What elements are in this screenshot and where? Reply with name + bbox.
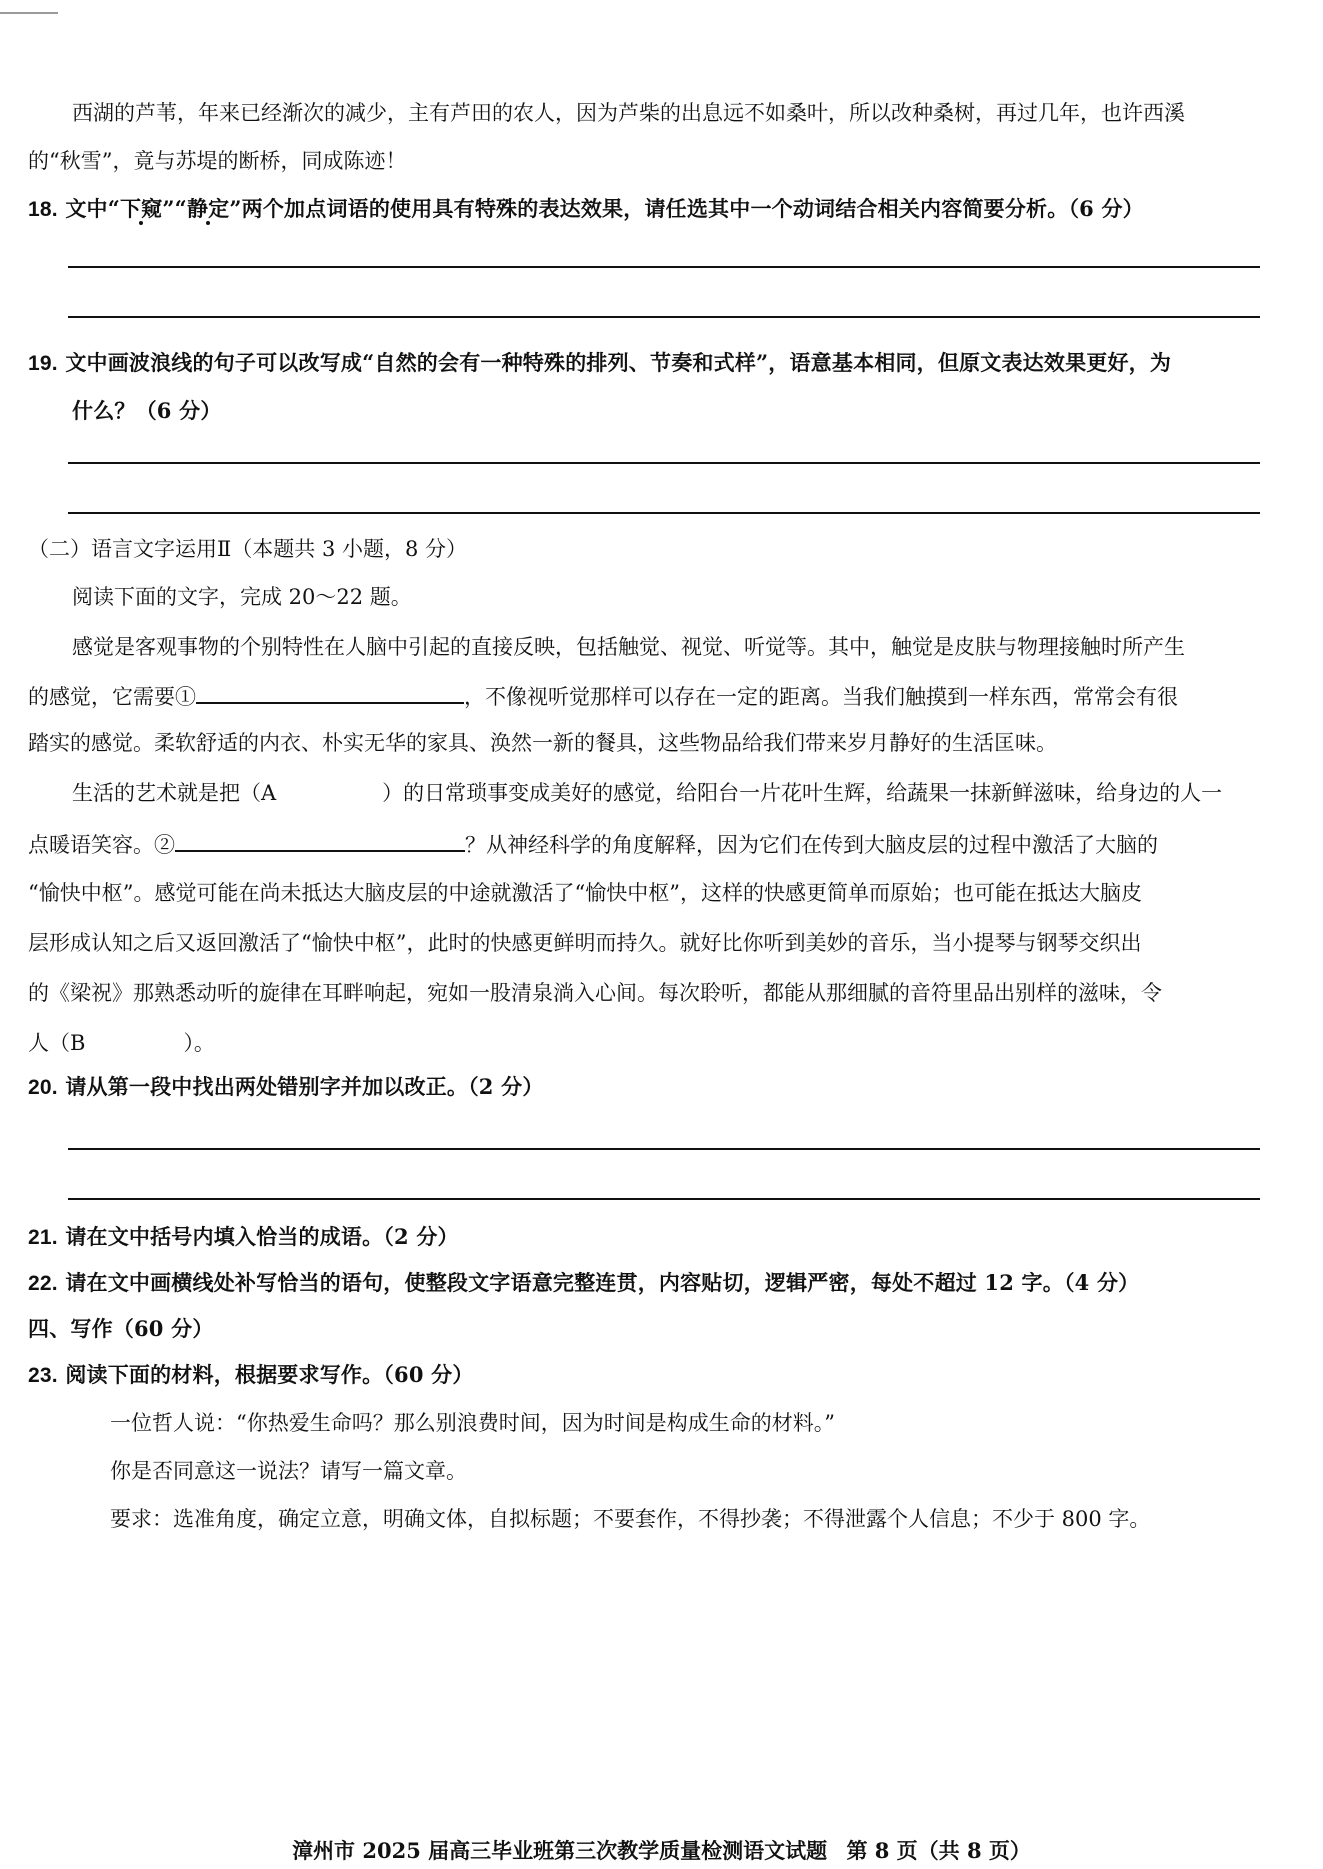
answer-line[interactable] — [68, 462, 1260, 464]
question-text: 文中画波浪线的句子可以改写成“自然的会有一种特殊的排列、节奏和式样”，语意基本相同，但原文表达效果更好，为 — [65, 350, 1172, 375]
question-text: ”两个加点词语的使用具有特殊的表达效果，请任选其中一个动词结合相关内容简要分析。（6 分） — [229, 196, 1144, 221]
passage-tail-line1: 西湖的芦苇，年来已经渐次的减少，主有芦田的农人，因为芦柴的出息远不如桑叶，所以改种桑树，再过几年，也许西溪 — [72, 101, 1185, 125]
passage-text: ，不像视听觉那样可以存在一定的距离。当我们触摸到一样东西，常常会有很 — [464, 685, 1178, 709]
passage2-line7: 层形成认知之后又返回激活了“愉快中枢”，此时的快感更鲜明而持久。就好比你听到美妙的音乐，当小提琴与钢琴交织出 — [28, 931, 1142, 955]
passage2-line8: 的《梁祝》那熟悉动听的旋律在耳畔响起，宛如一股清泉淌入心间。每次聆听，都能从那细腻的音符里品出别样的滋味，令 — [28, 981, 1162, 1005]
passage-tail-line2: 的“秋雪”，竟与苏堤的断桥，同成陈迹！ — [28, 149, 407, 173]
passage2-line1: 感觉是客观事物的个别特性在人脑中引起的直接反映，包括触觉、视觉、听觉等。其中，触觉是皮肤与物理接触时所产生 — [72, 635, 1185, 659]
question-22 — [28, 1268, 1139, 1299]
passage-text: 生活的艺术就是把（A — [72, 781, 277, 805]
page-footer — [0, 1836, 1323, 1866]
question-21 — [28, 1222, 459, 1253]
dotted-word-1: 下窥 — [120, 196, 163, 221]
question-23 — [28, 1360, 474, 1391]
fill-blank-1[interactable] — [196, 680, 464, 704]
section-2-instruction: 阅读下面的文字，完成 20～22 题。 — [72, 585, 412, 609]
dotted-word-2: 静定 — [186, 196, 230, 221]
answer-line[interactable] — [68, 1148, 1260, 1150]
passage2-line2 — [28, 680, 1178, 712]
question-18 — [28, 194, 1144, 225]
passage-text: ）的日常琐事变成美好的感觉，给阳台一片花叶生辉，给蔬果一抹新鲜滋味，给身边的人一 — [382, 781, 1223, 805]
question-number: 23. — [28, 1364, 58, 1387]
passage-text: ？从神经科学的角度解释，因为它们在传到大脑皮层的过程中激活了大脑的 — [465, 833, 1158, 857]
passage-text: 点暖语笑容。② — [28, 833, 175, 857]
question-number: 19. — [28, 352, 58, 375]
question-text: 阅读下面的材料，根据要求写作。（60 分） — [65, 1362, 474, 1387]
question-text: 请在文中括号内填入恰当的成语。（2 分） — [65, 1224, 459, 1249]
question-number: 22. — [28, 1272, 58, 1295]
passage2-line3: 踏实的感觉。柔软舒适的内衣、朴实无华的家具、涣然一新的餐具，这些物品给我们带来岁月静好的生活匡味。 — [28, 731, 1057, 755]
answer-line[interactable] — [68, 316, 1260, 318]
question-text: 请在文中画横线处补写恰当的语句，使整段文字语意完整连贯，内容贴切，逻辑严密，每处不超过 12 字。（4 分） — [65, 1270, 1140, 1295]
question-number: 21. — [28, 1226, 58, 1249]
fill-blank-2[interactable] — [175, 828, 465, 852]
question-text: ”“ — [162, 196, 187, 221]
passage2-line6: “愉快中枢”。感觉可能在尚未抵达大脑皮层的中途就激活了“愉快中枢”，这样的快感更简单而原始；也可能在抵达大脑皮 — [28, 881, 1142, 905]
question-19-cont: 什么？（6 分） — [72, 398, 222, 423]
material-line1: 一位哲人说：“你热爱生命吗？那么别浪费时间，因为时间是构成生命的材料。” — [110, 1411, 835, 1435]
question-19 — [28, 348, 1171, 379]
material-line3: 要求：选准角度，确定立意，明确文体，自拟标题；不要套作，不得抄袭；不得泄露个人信息；不少于 800 字。 — [110, 1507, 1151, 1531]
passage-text: 的感觉，它需要① — [28, 685, 196, 709]
question-text: 文中“ — [65, 196, 120, 221]
answer-line[interactable] — [68, 1198, 1260, 1200]
question-text: 请从第一段中找出两处错别字并加以改正。（2 分） — [65, 1074, 544, 1099]
passage2-line4 — [72, 778, 1222, 808]
passage-text: ）。 — [183, 1031, 215, 1055]
section-4-title: 四、写作（60 分） — [28, 1316, 214, 1341]
question-20 — [28, 1072, 544, 1103]
question-number: 20. — [28, 1076, 58, 1099]
passage2-line9 — [28, 1028, 215, 1058]
passage-text: 人（B — [28, 1031, 86, 1055]
question-number: 18. — [28, 198, 58, 221]
footer-page-number: 第 8 页（共 8 页） — [846, 1838, 1031, 1863]
section-2-title: （二）语言文字运用Ⅱ（本题共 3 小题，8 分） — [28, 537, 468, 561]
answer-line[interactable] — [68, 512, 1260, 514]
footer-title: 漳州市 2025 届高三毕业班第三次教学质量检测语文试题 — [292, 1838, 828, 1863]
answer-line[interactable] — [68, 266, 1260, 268]
passage2-line5 — [28, 828, 1158, 860]
material-line2: 你是否同意这一说法？请写一篇文章。 — [110, 1459, 467, 1483]
